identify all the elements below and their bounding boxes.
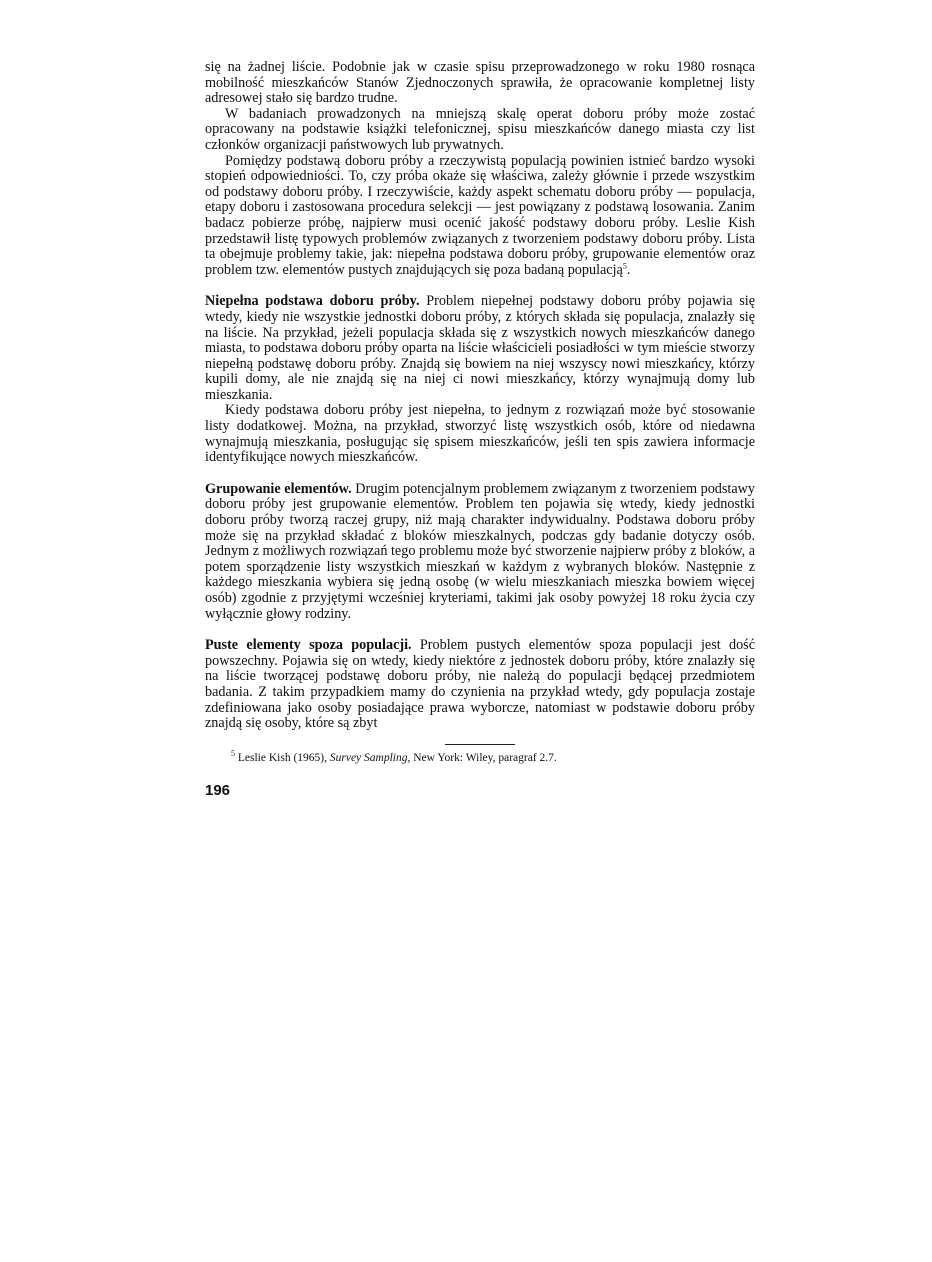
footnote-book-title: Survey Sampling: [329, 751, 408, 764]
section-clustering: [205, 482, 755, 622]
section-body-incomplete-frame: Problem niepełnej podstawy doboru próby pojawia się wtedy, kiedy nie wszystkie jednostki doboru próby, z których składa się populacja, znalazły się na liście. Na przykład, jeżeli populacja składa się z wszystkich nowych mieszkańców danego miasta, to podstawa doboru próby oparta na liście właścicieli posiadłości w tym mieście stworzy niepełną podstawę doboru próby. Znajdą się bowiem na niej wszyscy nowi mieszkańcy, którzy kupili domy, ale nie znajdą się na niej ci nowi mieszkańcy, którzy wynajmują domy lub mieszkania.: [205, 293, 755, 403]
paragraph-supplementary-list: Kiedy podstawa doboru próby jest niepełna, to jednym z rozwiązań może być stosowanie listy dodatkowej. Można, na przykład, stworzyć listę wszystkich osób, które od niedawna wynajmują mieszkania, posługując się spisem mieszkańców, jeśli ten spis zawiera informacje identyfikujące nowych mieszkańców.: [205, 402, 755, 466]
book-page: [205, 60, 755, 798]
section-incomplete-frame: [205, 294, 755, 403]
footnote-marker: 5: [231, 749, 235, 759]
section-body-blank-elements: Problem pustych elementów spoza populacji jest dość powszechny. Pojawia się on wtedy, kiedy niektóre z jednostek doboru próby, które znalazły się na liście tworzącej podstawę doboru próby, nie należą do populacji będącej przedmiotem badania. Z takim przypadkiem mamy do czynienia na przykład wtedy, gdy populacja zostaje zdefiniowana jako osoby posiadające prawa wyborcze, natomiast w podstawie doboru próby znajdą się osoby, które są zbyt: [205, 637, 755, 732]
footnote: [205, 749, 755, 765]
section-body-clustering: Drugim potencjalnym problemem związanym z tworzeniem podstawy doboru próby jest grupowanie elementów. Problem ten pojawia się wtedy, kiedy jednostki doboru próby tworzą raczej grupy, niż mają charakter indywidualny. Podstawa doboru próby może się na przykład składać z bloków mieszkalnych, podczas gdy badanie dotyczy osób. Jednym z możliwych rozwiązań tego problemu może być stworzenie najpierw próby z bloków, a potem sporządzenie listy wszystkich mieszkań w każdym z wybranych bloków. Następnie z każdego mieszkania wybiera się jedną osobę (w wielu mieszkaniach mieszka bowiem więcej osób) zgodnie z przyjętymi wcześniej kryteriami, takimi jak osoby powyżej 18 roku życia czy wyłącznie głowy rodziny.: [205, 480, 755, 622]
section-title-incomplete-frame: Niepełna podstawa doboru próby.: [205, 293, 420, 310]
paragraph-operat: W badaniach prowadzonych na mniejszą skalę operat doboru próby może zostać opracowany na podstawie książki telefonicznej, spisu mieszkańców danego miasta czy list członków organizacji państwowych lub prywatnych.: [205, 105, 755, 153]
paragraph-frame-quality-text: Pomiędzy podstawą doboru próby a rzeczywistą populacją powinien istnieć bardzo wysoki stopień odpowiedniości. To, czy próba okaże się właściwa, zależy głównie i przede wszystkim od podstawy doboru próby. I rzeczywiście, każdy aspekt schematu doboru próby — populacja, etapy doboru i zastosowana procedura selekcji — jest powiązany z podstawą losowania. Zanim badacz pobierze próbę, najpierw musi ocenić jakość podstawy doboru próby. Leslie Kish przedstawił listę typowych problemów związanych z tworzeniem podstawy doboru próby. Lista ta obejmuje problemy takie, jak: niepełna podstawa doboru próby, grupowanie elementów oraz problem tzw. elementów pustych znajdujących się poza badaną populacją: [205, 152, 755, 278]
page-number: 196: [205, 781, 231, 799]
footnote-divider: [445, 744, 515, 745]
section-title-blank-elements: Puste elementy spoza populacji.: [205, 637, 412, 654]
footnote-author: Leslie Kish (1965),: [235, 751, 330, 764]
section-blank-elements: [205, 638, 755, 732]
paragraph-frame-quality: [205, 154, 755, 279]
paragraph-continuation: się na żadnej liście. Podobnie jak w czasie spisu przeprowadzonego w roku 1980 rosnąca mobilność mieszkańców Stanów Zjednoczonych sprawiła, że opracowanie kompletnej listy adresowej stało się bardzo trudne.: [205, 59, 755, 107]
section-title-clustering: Grupowanie elementów.: [205, 480, 352, 497]
footnote-publisher: , New York: Wiley, paragraf 2.7.: [407, 751, 557, 764]
paragraph-end-punctuation: .: [626, 261, 631, 278]
footnote-reference: 5: [622, 260, 627, 270]
